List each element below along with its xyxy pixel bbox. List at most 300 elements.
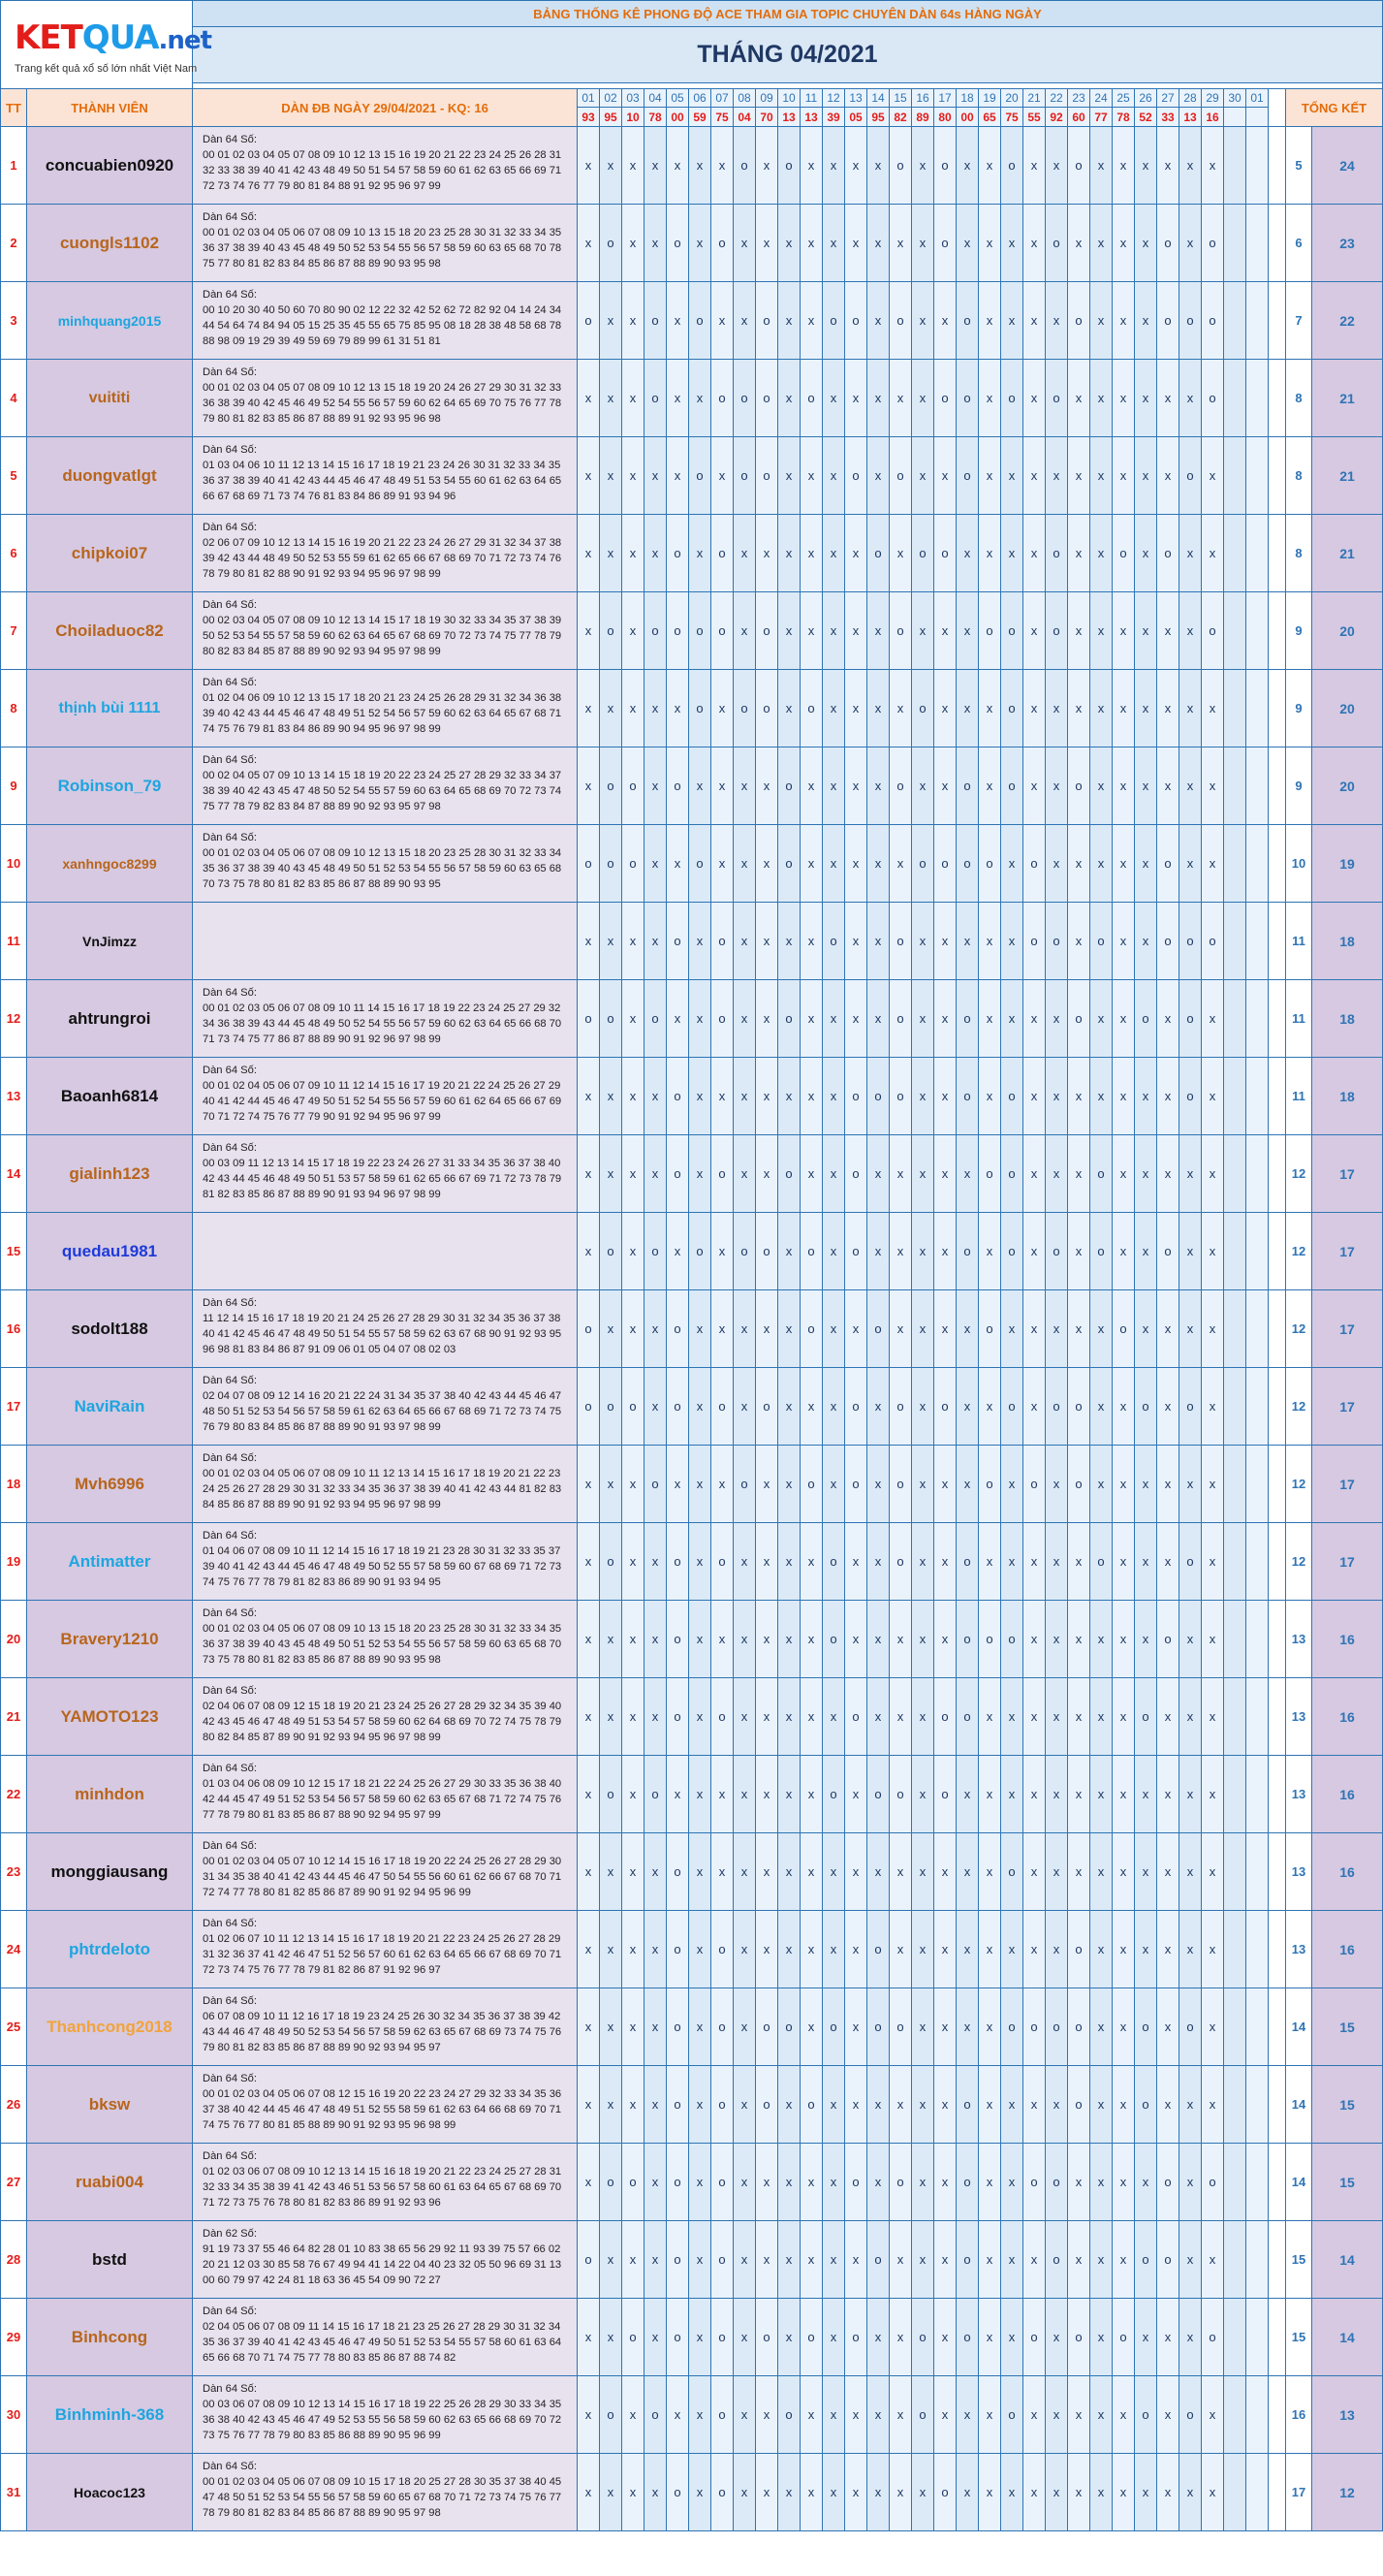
day-mark: x bbox=[823, 1833, 845, 1911]
day-result: 13 bbox=[778, 108, 801, 127]
day-mark: x bbox=[756, 1678, 778, 1756]
day-mark: o bbox=[957, 2221, 979, 2299]
member-name[interactable]: cuongls1102 bbox=[27, 205, 193, 282]
day-result: 13 bbox=[1179, 108, 1202, 127]
member-name[interactable]: bksw bbox=[27, 2066, 193, 2144]
day-mark: o bbox=[689, 282, 711, 360]
dan-numbers-cell bbox=[193, 1988, 578, 2066]
member-name[interactable]: gialinh123 bbox=[27, 1135, 193, 1213]
member-name[interactable]: Bravery1210 bbox=[27, 1601, 193, 1678]
day-mark: o bbox=[1202, 903, 1224, 980]
day-mark: x bbox=[1023, 1523, 1046, 1601]
dan-numbers: 00 10 20 30 40 50 60 70 80 90 02 12 22 32 42 52 62 72 82 92 04 14 24 34 44 54 64 74 84 94 05 15 25 35 45 55 65 75 85 95 08 18 28 38 48 58 68 78 88 98 09 19 29 39 49 59 69 79 89 99 61 31 51 81 bbox=[203, 304, 562, 347]
day-mark: o bbox=[667, 1911, 689, 1988]
day-mark: x bbox=[600, 127, 622, 205]
dan-numbers-cell bbox=[193, 437, 578, 515]
day-mark: x bbox=[578, 2299, 600, 2376]
day-mark: x bbox=[1135, 1756, 1157, 1833]
day-mark: x bbox=[979, 360, 1001, 437]
day-mark: x bbox=[734, 825, 756, 903]
row-index: 29 bbox=[1, 2299, 27, 2376]
day-mark: x bbox=[1179, 360, 1202, 437]
day-header: 12 bbox=[823, 89, 845, 108]
day-mark: x bbox=[1113, 1368, 1135, 1446]
day-mark: x bbox=[778, 205, 801, 282]
day-mark: x bbox=[912, 1988, 934, 2066]
day-mark: x bbox=[1023, 282, 1046, 360]
day-mark: x bbox=[890, 1833, 912, 1911]
day-mark: x bbox=[1090, 437, 1113, 515]
dan-numbers-cell bbox=[193, 205, 578, 282]
day-mark: x bbox=[1113, 980, 1135, 1058]
day-mark: o bbox=[890, 1446, 912, 1523]
day-mark: o bbox=[711, 1135, 734, 1213]
day-mark: x bbox=[1090, 1988, 1113, 2066]
day-mark: o bbox=[1046, 592, 1068, 670]
day-mark: x bbox=[912, 747, 934, 825]
day-mark bbox=[1246, 127, 1269, 205]
day-mark: x bbox=[578, 515, 600, 592]
total-score: 18 bbox=[1312, 980, 1383, 1058]
gap-cell bbox=[1269, 1988, 1286, 2066]
day-mark: x bbox=[1068, 515, 1090, 592]
day-mark: x bbox=[734, 205, 756, 282]
day-mark: x bbox=[1046, 1601, 1068, 1678]
day-mark: o bbox=[1157, 282, 1179, 360]
day-mark: x bbox=[756, 515, 778, 592]
row-index: 4 bbox=[1, 360, 27, 437]
day-mark: x bbox=[1023, 2066, 1046, 2144]
member-name[interactable]: duongvatlgt bbox=[27, 437, 193, 515]
row-index: 13 bbox=[1, 1058, 27, 1135]
table-row bbox=[1, 2066, 1383, 2144]
member-name[interactable]: Antimatter bbox=[27, 1523, 193, 1601]
day-mark: x bbox=[934, 1523, 957, 1601]
day-mark: x bbox=[979, 1213, 1001, 1290]
day-mark: x bbox=[867, 670, 890, 747]
gap-cell bbox=[1269, 747, 1286, 825]
total-score: 20 bbox=[1312, 592, 1383, 670]
day-mark: o bbox=[1135, 2066, 1157, 2144]
table-row bbox=[1, 1368, 1383, 1446]
day-mark bbox=[1246, 205, 1269, 282]
day-mark: x bbox=[801, 1368, 823, 1446]
day-mark bbox=[1246, 1988, 1269, 2066]
day-mark: x bbox=[1135, 437, 1157, 515]
day-mark: x bbox=[1023, 1290, 1046, 1368]
day-mark: o bbox=[912, 515, 934, 592]
rank-value: 11 bbox=[1286, 980, 1312, 1058]
day-mark: x bbox=[756, 1135, 778, 1213]
member-name[interactable]: ruabi004 bbox=[27, 2144, 193, 2221]
gap-cell bbox=[1269, 2144, 1286, 2221]
dan-numbers: 01 02 03 06 07 08 09 10 12 13 14 15 16 18 19 20 21 22 23 24 25 27 28 31 32 33 34 35 38 39 41 42 43 46 51 53 56 57 58 60 61 63 64 65 67 68 69 70 71 72 73 75 76 78 80 81 82 83 86 89 91 92 93 96 bbox=[203, 2166, 562, 2209]
day-mark: x bbox=[1113, 2066, 1135, 2144]
day-mark: x bbox=[1068, 2221, 1090, 2299]
day-mark: x bbox=[644, 1058, 667, 1135]
day-mark: x bbox=[756, 205, 778, 282]
day-mark: x bbox=[578, 1523, 600, 1601]
day-mark: x bbox=[1023, 1911, 1046, 1988]
day-mark: x bbox=[1135, 2144, 1157, 2221]
day-mark: o bbox=[934, 1756, 957, 1833]
day-mark: x bbox=[934, 592, 957, 670]
day-mark: x bbox=[1068, 1135, 1090, 1213]
day-mark: x bbox=[622, 980, 644, 1058]
day-mark: x bbox=[801, 1601, 823, 1678]
day-mark: o bbox=[845, 2144, 867, 2221]
day-mark: x bbox=[1046, 1290, 1068, 1368]
day-mark: x bbox=[979, 2376, 1001, 2454]
day-mark: o bbox=[1046, 1988, 1068, 2066]
day-mark: x bbox=[1202, 2221, 1224, 2299]
col-header-tt: TT bbox=[1, 89, 27, 127]
day-mark: o bbox=[667, 1135, 689, 1213]
day-mark: o bbox=[711, 1911, 734, 1988]
day-mark: x bbox=[644, 1368, 667, 1446]
day-mark: x bbox=[778, 2454, 801, 2531]
member-name[interactable]: Choiladuoc82 bbox=[27, 592, 193, 670]
day-mark: o bbox=[867, 1290, 890, 1368]
rank-value: 15 bbox=[1286, 2299, 1312, 2376]
dan-numbers: 01 02 04 06 09 10 12 13 15 17 18 20 21 23 24 25 26 28 29 31 32 34 36 38 39 40 42 43 44 45 46 47 48 49 51 52 54 56 57 59 60 62 63 64 65 67 68 71 74 75 76 79 81 83 84 86 89 90 94 95 96 97 98 99 bbox=[203, 692, 562, 735]
dan-label: Dàn 64 Số: bbox=[203, 1840, 257, 1852]
day-mark: x bbox=[711, 1601, 734, 1678]
day-mark: o bbox=[1113, 515, 1135, 592]
member-name[interactable]: Mvh6996 bbox=[27, 1446, 193, 1523]
day-mark: o bbox=[711, 980, 734, 1058]
day-mark: x bbox=[622, 282, 644, 360]
day-mark bbox=[1224, 1446, 1246, 1523]
total-score: 19 bbox=[1312, 825, 1383, 903]
day-mark: x bbox=[1090, 1058, 1113, 1135]
day-mark bbox=[1246, 1368, 1269, 1446]
total-score: 21 bbox=[1312, 437, 1383, 515]
day-mark: o bbox=[890, 903, 912, 980]
member-name[interactable]: vuititi bbox=[27, 360, 193, 437]
day-mark: x bbox=[867, 205, 890, 282]
total-score: 17 bbox=[1312, 1135, 1383, 1213]
day-mark: x bbox=[801, 2144, 823, 2221]
day-mark: x bbox=[734, 1601, 756, 1678]
day-mark: x bbox=[1135, 1058, 1157, 1135]
day-mark: x bbox=[1090, 1601, 1113, 1678]
day-mark: x bbox=[1046, 2299, 1068, 2376]
day-mark bbox=[1246, 1135, 1269, 1213]
dan-label: Dàn 64 Số: bbox=[203, 677, 257, 688]
day-mark: o bbox=[711, 360, 734, 437]
table-row bbox=[1, 670, 1383, 747]
member-name[interactable]: quedau1981 bbox=[27, 1213, 193, 1290]
day-result: 82 bbox=[890, 108, 912, 127]
day-result: 13 bbox=[801, 108, 823, 127]
table-row bbox=[1, 515, 1383, 592]
day-mark bbox=[1224, 2221, 1246, 2299]
row-index: 20 bbox=[1, 1601, 27, 1678]
day-mark: o bbox=[845, 1368, 867, 1446]
day-result: 77 bbox=[1090, 108, 1113, 127]
day-mark: x bbox=[622, 1756, 644, 1833]
day-mark: o bbox=[1023, 1446, 1046, 1523]
day-mark: x bbox=[845, 2066, 867, 2144]
member-name[interactable]: bstd bbox=[27, 2221, 193, 2299]
day-mark: x bbox=[845, 1290, 867, 1368]
member-name[interactable]: Binhcong bbox=[27, 2299, 193, 2376]
day-mark: o bbox=[711, 515, 734, 592]
member-name[interactable]: Binhminh-368 bbox=[27, 2376, 193, 2454]
day-mark bbox=[1246, 1446, 1269, 1523]
day-mark: x bbox=[801, 825, 823, 903]
day-mark: x bbox=[578, 1911, 600, 1988]
day-mark: x bbox=[756, 980, 778, 1058]
day-mark: o bbox=[778, 1135, 801, 1213]
dan-numbers-cell bbox=[193, 1523, 578, 1601]
day-mark: x bbox=[622, 1213, 644, 1290]
day-mark: x bbox=[912, 1601, 934, 1678]
day-mark: x bbox=[600, 1678, 622, 1756]
dan-label: Dàn 64 Số: bbox=[203, 1607, 257, 1619]
day-mark: x bbox=[778, 903, 801, 980]
day-mark: x bbox=[823, 1911, 845, 1988]
day-mark: o bbox=[1023, 2299, 1046, 2376]
day-mark: x bbox=[734, 1058, 756, 1135]
day-mark: x bbox=[1157, 980, 1179, 1058]
day-mark: x bbox=[734, 2454, 756, 2531]
day-mark bbox=[1224, 515, 1246, 592]
gap-cell bbox=[1269, 980, 1286, 1058]
member-name[interactable]: monggiausang bbox=[27, 1833, 193, 1911]
day-mark: x bbox=[867, 2376, 890, 2454]
rank-value: 9 bbox=[1286, 592, 1312, 670]
day-mark: o bbox=[845, 2299, 867, 2376]
member-name[interactable]: Baoanh6814 bbox=[27, 1058, 193, 1135]
day-mark: o bbox=[622, 1368, 644, 1446]
table-row bbox=[1, 1833, 1383, 1911]
ketqua-logo[interactable] bbox=[1, 1, 211, 89]
day-mark: x bbox=[1202, 1988, 1224, 2066]
day-mark bbox=[1246, 2299, 1269, 2376]
day-mark: x bbox=[667, 127, 689, 205]
gap-cell bbox=[1269, 127, 1286, 205]
day-header: 18 bbox=[957, 89, 979, 108]
day-mark: x bbox=[1090, 1368, 1113, 1446]
day-mark: x bbox=[578, 1058, 600, 1135]
day-mark: x bbox=[957, 1756, 979, 1833]
member-name[interactable]: VnJimzz bbox=[27, 903, 193, 980]
day-mark: x bbox=[845, 670, 867, 747]
member-name[interactable]: sodolt188 bbox=[27, 1290, 193, 1368]
day-mark: x bbox=[1090, 825, 1113, 903]
day-mark bbox=[1246, 670, 1269, 747]
row-index: 27 bbox=[1, 2144, 27, 2221]
day-mark: o bbox=[867, 1988, 890, 2066]
day-mark: o bbox=[979, 1290, 1001, 1368]
day-result: 60 bbox=[1068, 108, 1090, 127]
member-name[interactable]: xanhngoc8299 bbox=[27, 825, 193, 903]
day-mark bbox=[1224, 1988, 1246, 2066]
day-mark: o bbox=[979, 1601, 1001, 1678]
day-mark: x bbox=[912, 360, 934, 437]
day-mark: o bbox=[1135, 1368, 1157, 1446]
day-mark: o bbox=[1202, 360, 1224, 437]
table-row bbox=[1, 2221, 1383, 2299]
day-mark: o bbox=[600, 205, 622, 282]
day-mark: x bbox=[667, 2376, 689, 2454]
member-name[interactable]: phtrdeloto bbox=[27, 1911, 193, 1988]
day-mark: x bbox=[890, 1290, 912, 1368]
day-mark: x bbox=[1023, 437, 1046, 515]
day-mark: x bbox=[1202, 1911, 1224, 1988]
day-mark: x bbox=[823, 2299, 845, 2376]
day-mark: o bbox=[734, 1213, 756, 1290]
day-mark: o bbox=[734, 127, 756, 205]
member-name[interactable]: thịnh bùi 1111 bbox=[27, 670, 193, 747]
day-result: 92 bbox=[1046, 108, 1068, 127]
day-mark: x bbox=[1135, 2299, 1157, 2376]
day-mark: x bbox=[1090, 2066, 1113, 2144]
day-result: 89 bbox=[912, 108, 934, 127]
day-mark: x bbox=[1001, 2144, 1023, 2221]
day-mark: o bbox=[867, 1911, 890, 1988]
day-mark: o bbox=[1001, 1213, 1023, 1290]
total-score: 16 bbox=[1312, 1756, 1383, 1833]
day-mark: o bbox=[1157, 205, 1179, 282]
dan-numbers: 01 04 06 07 08 09 10 11 12 14 15 16 17 18 19 21 23 28 30 31 32 33 35 37 39 40 41 42 43 44 45 46 47 48 49 50 52 55 57 58 59 60 67 68 69 71 72 73 74 75 76 77 78 79 81 82 83 86 89 90 91 93 94 95 bbox=[203, 1545, 562, 1588]
day-mark: x bbox=[1202, 1446, 1224, 1523]
day-mark: x bbox=[578, 1833, 600, 1911]
day-mark: x bbox=[644, 1601, 667, 1678]
day-mark: x bbox=[689, 1833, 711, 1911]
day-mark: x bbox=[1001, 980, 1023, 1058]
day-mark: x bbox=[1157, 1368, 1179, 1446]
day-mark: x bbox=[1023, 1135, 1046, 1213]
day-mark: o bbox=[667, 2299, 689, 2376]
day-mark: o bbox=[600, 747, 622, 825]
day-mark: o bbox=[1001, 127, 1023, 205]
day-mark: o bbox=[890, 747, 912, 825]
member-name[interactable]: chipkoi07 bbox=[27, 515, 193, 592]
day-mark: x bbox=[778, 515, 801, 592]
day-mark: o bbox=[689, 1213, 711, 1290]
table-row bbox=[1, 282, 1383, 360]
dan-numbers-cell bbox=[193, 1446, 578, 1523]
gap-cell bbox=[1269, 2066, 1286, 2144]
day-mark: x bbox=[912, 1678, 934, 1756]
rank-value: 13 bbox=[1286, 1833, 1312, 1911]
day-mark bbox=[1224, 980, 1246, 1058]
day-mark: o bbox=[756, 2066, 778, 2144]
member-name[interactable]: minhquang2015 bbox=[27, 282, 193, 360]
day-mark: x bbox=[1113, 1756, 1135, 1833]
day-mark: x bbox=[600, 1135, 622, 1213]
day-mark: x bbox=[934, 747, 957, 825]
day-mark: x bbox=[823, 515, 845, 592]
day-mark: o bbox=[644, 980, 667, 1058]
day-mark: x bbox=[778, 1213, 801, 1290]
day-mark: o bbox=[1068, 747, 1090, 825]
member-name[interactable]: YAMOTO123 bbox=[27, 1678, 193, 1756]
day-mark: x bbox=[979, 1368, 1001, 1446]
member-name[interactable]: concuabien0920 bbox=[27, 127, 193, 205]
day-mark: x bbox=[979, 2066, 1001, 2144]
day-mark: x bbox=[644, 2454, 667, 2531]
day-mark: o bbox=[845, 437, 867, 515]
day-mark: x bbox=[1046, 747, 1068, 825]
member-name[interactable]: minhdon bbox=[27, 1756, 193, 1833]
day-mark: x bbox=[622, 1678, 644, 1756]
day-mark: x bbox=[1023, 1756, 1046, 1833]
day-mark: x bbox=[1113, 670, 1135, 747]
day-mark: o bbox=[600, 1368, 622, 1446]
member-name[interactable]: Thanhcong2018 bbox=[27, 1988, 193, 2066]
rank-value: 14 bbox=[1286, 1988, 1312, 2066]
day-mark: x bbox=[578, 2066, 600, 2144]
day-mark: x bbox=[689, 1756, 711, 1833]
day-mark: o bbox=[778, 747, 801, 825]
day-mark: x bbox=[622, 2376, 644, 2454]
day-mark: x bbox=[756, 825, 778, 903]
day-mark: x bbox=[1068, 1213, 1090, 1290]
day-mark: x bbox=[689, 2066, 711, 2144]
day-mark bbox=[1224, 1058, 1246, 1135]
member-name[interactable]: NaviRain bbox=[27, 1368, 193, 1446]
day-mark: x bbox=[578, 437, 600, 515]
day-mark: o bbox=[644, 1446, 667, 1523]
member-name[interactable]: ahtrungroi bbox=[27, 980, 193, 1058]
day-mark: x bbox=[934, 1290, 957, 1368]
day-mark: o bbox=[1090, 1135, 1113, 1213]
day-mark: x bbox=[934, 1058, 957, 1135]
day-mark: o bbox=[711, 2144, 734, 2221]
day-mark: x bbox=[1090, 515, 1113, 592]
day-mark: x bbox=[622, 1523, 644, 1601]
rank-value: 13 bbox=[1286, 1678, 1312, 1756]
day-mark: x bbox=[1046, 2066, 1068, 2144]
day-mark: x bbox=[823, 2376, 845, 2454]
day-mark: x bbox=[934, 1833, 957, 1911]
day-header: 20 bbox=[1001, 89, 1023, 108]
day-mark: o bbox=[1068, 282, 1090, 360]
day-mark: x bbox=[979, 980, 1001, 1058]
day-mark: x bbox=[667, 1446, 689, 1523]
day-mark: x bbox=[1135, 515, 1157, 592]
day-header: 05 bbox=[667, 89, 689, 108]
day-mark: x bbox=[622, 592, 644, 670]
day-mark: x bbox=[912, 282, 934, 360]
row-index: 1 bbox=[1, 127, 27, 205]
day-mark: x bbox=[1179, 1678, 1202, 1756]
rank-value: 12 bbox=[1286, 1290, 1312, 1368]
day-mark: o bbox=[1046, 515, 1068, 592]
day-mark: x bbox=[1046, 282, 1068, 360]
member-name[interactable]: Robinson_79 bbox=[27, 747, 193, 825]
day-mark bbox=[1246, 1833, 1269, 1911]
day-mark: x bbox=[823, 670, 845, 747]
day-mark: o bbox=[1001, 670, 1023, 747]
day-mark: o bbox=[1113, 1290, 1135, 1368]
day-mark: o bbox=[756, 592, 778, 670]
member-name[interactable]: Hoacoc123 bbox=[27, 2454, 193, 2531]
day-mark: x bbox=[934, 2299, 957, 2376]
day-mark: o bbox=[1001, 2376, 1023, 2454]
day-mark: x bbox=[912, 980, 934, 1058]
day-mark: x bbox=[979, 1988, 1001, 2066]
row-index: 17 bbox=[1, 1368, 27, 1446]
rank-value: 8 bbox=[1286, 515, 1312, 592]
day-mark: x bbox=[823, 437, 845, 515]
day-mark bbox=[1224, 1368, 1246, 1446]
day-mark: o bbox=[823, 1601, 845, 1678]
